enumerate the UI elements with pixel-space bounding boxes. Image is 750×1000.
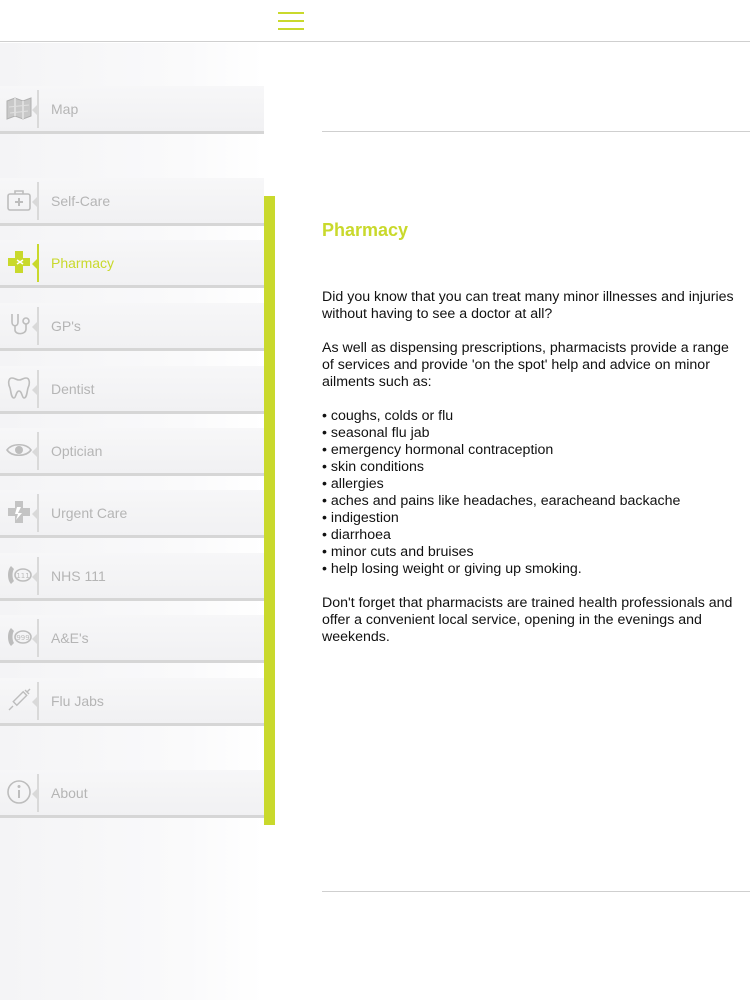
item-divider: [37, 182, 39, 220]
sidebar-item-label: Self-Care: [51, 193, 111, 209]
list-item: • allergies: [322, 476, 742, 493]
sidebar-item-ae[interactable]: [0, 615, 264, 663]
sidebar-item-label: Map: [51, 101, 79, 117]
sidebar-item-label: Pharmacy: [51, 255, 115, 271]
eye-icon: [4, 435, 34, 465]
hamburger-line: [278, 12, 304, 14]
svg-text:999: 999: [16, 634, 30, 642]
first-aid-kit-icon: [4, 185, 34, 215]
sidebar-item-gps[interactable]: [0, 303, 264, 351]
content-top-divider: [322, 131, 750, 132]
item-divider: [37, 494, 39, 532]
hamburger-line: [278, 20, 304, 22]
services-paragraph: As well as dispensing prescriptions, pharmacists provide a range of services and provide 'on the spot' help and advice on minor ailments such as:: [322, 340, 729, 390]
list-item: • skin conditions: [322, 459, 742, 476]
ailments-list: [322, 408, 742, 578]
sidebar-item-about[interactable]: [0, 770, 264, 818]
sidebar-item-label: NHS 111: [51, 568, 106, 584]
list-item: • indigestion: [322, 510, 742, 527]
list-item: • emergency hormonal contraception: [322, 442, 742, 459]
closing-paragraph: Don't forget that pharmacists are trained health professionals and offer a convenient local service, opening in the evenings and weekends.: [322, 595, 733, 645]
sidebar-item-flu-jabs[interactable]: [0, 678, 264, 726]
item-divider: [37, 619, 39, 657]
list-item: • seasonal flu jab: [322, 425, 742, 442]
svg-text:111: 111: [16, 572, 30, 580]
page-title: Pharmacy: [322, 220, 409, 240]
hamburger-line: [278, 28, 304, 30]
item-divider: [37, 90, 39, 128]
item-divider: [37, 244, 39, 282]
sidebar-item-self-care[interactable]: [0, 178, 264, 226]
sidebar-item-nhs-111[interactable]: [0, 553, 264, 601]
item-divider: [37, 682, 39, 720]
sidebar-item-pharmacy[interactable]: [0, 240, 264, 288]
sidebar-item-label: Dentist: [51, 381, 95, 397]
sidebar-item-label: About: [51, 785, 88, 801]
sidebar-active-bar: [264, 196, 275, 825]
content-bottom-divider: [322, 891, 750, 892]
content-body: [322, 289, 742, 663]
sidebar-item-dentist[interactable]: [0, 366, 264, 414]
hamburger-menu-icon[interactable]: [276, 9, 306, 33]
item-divider: [37, 370, 39, 408]
sidebar-item-label: Flu Jabs: [51, 693, 104, 709]
item-divider: [37, 432, 39, 470]
sidebar-item-label: Urgent Care: [51, 505, 128, 521]
sidebar-item-urgent-care[interactable]: [0, 490, 264, 538]
map-icon: [4, 93, 34, 123]
list-item: • diarrhoea: [322, 527, 742, 544]
phone-999-icon: [4, 622, 34, 652]
sidebar-item-label: GP's: [51, 318, 81, 334]
sidebar-item-map[interactable]: [0, 86, 264, 134]
info-icon: [4, 777, 34, 807]
top-bar: [0, 0, 750, 42]
sidebar-item-optician[interactable]: [0, 428, 264, 476]
list-item: • aches and pains like headaches, earacheand backache: [322, 493, 742, 510]
item-divider: [37, 557, 39, 595]
tooth-icon: [4, 373, 34, 403]
list-item: • minor cuts and bruises: [322, 544, 742, 561]
list-item: • help losing weight or giving up smoking.: [322, 561, 742, 578]
pharmacy-cross-icon: [4, 247, 34, 277]
syringe-icon: [4, 685, 34, 715]
intro-paragraph: Did you know that you can treat many minor illnesses and injuries without having to see a doctor at all?: [322, 289, 734, 322]
stethoscope-icon: [4, 310, 34, 340]
list-item: • coughs, colds or flu: [322, 408, 742, 425]
urgent-care-icon: [4, 497, 34, 527]
sidebar-item-label: A&E's: [51, 630, 89, 646]
sidebar-item-label: Optician: [51, 443, 103, 459]
item-divider: [37, 774, 39, 812]
phone-111-icon: [4, 560, 34, 590]
item-divider: [37, 307, 39, 345]
